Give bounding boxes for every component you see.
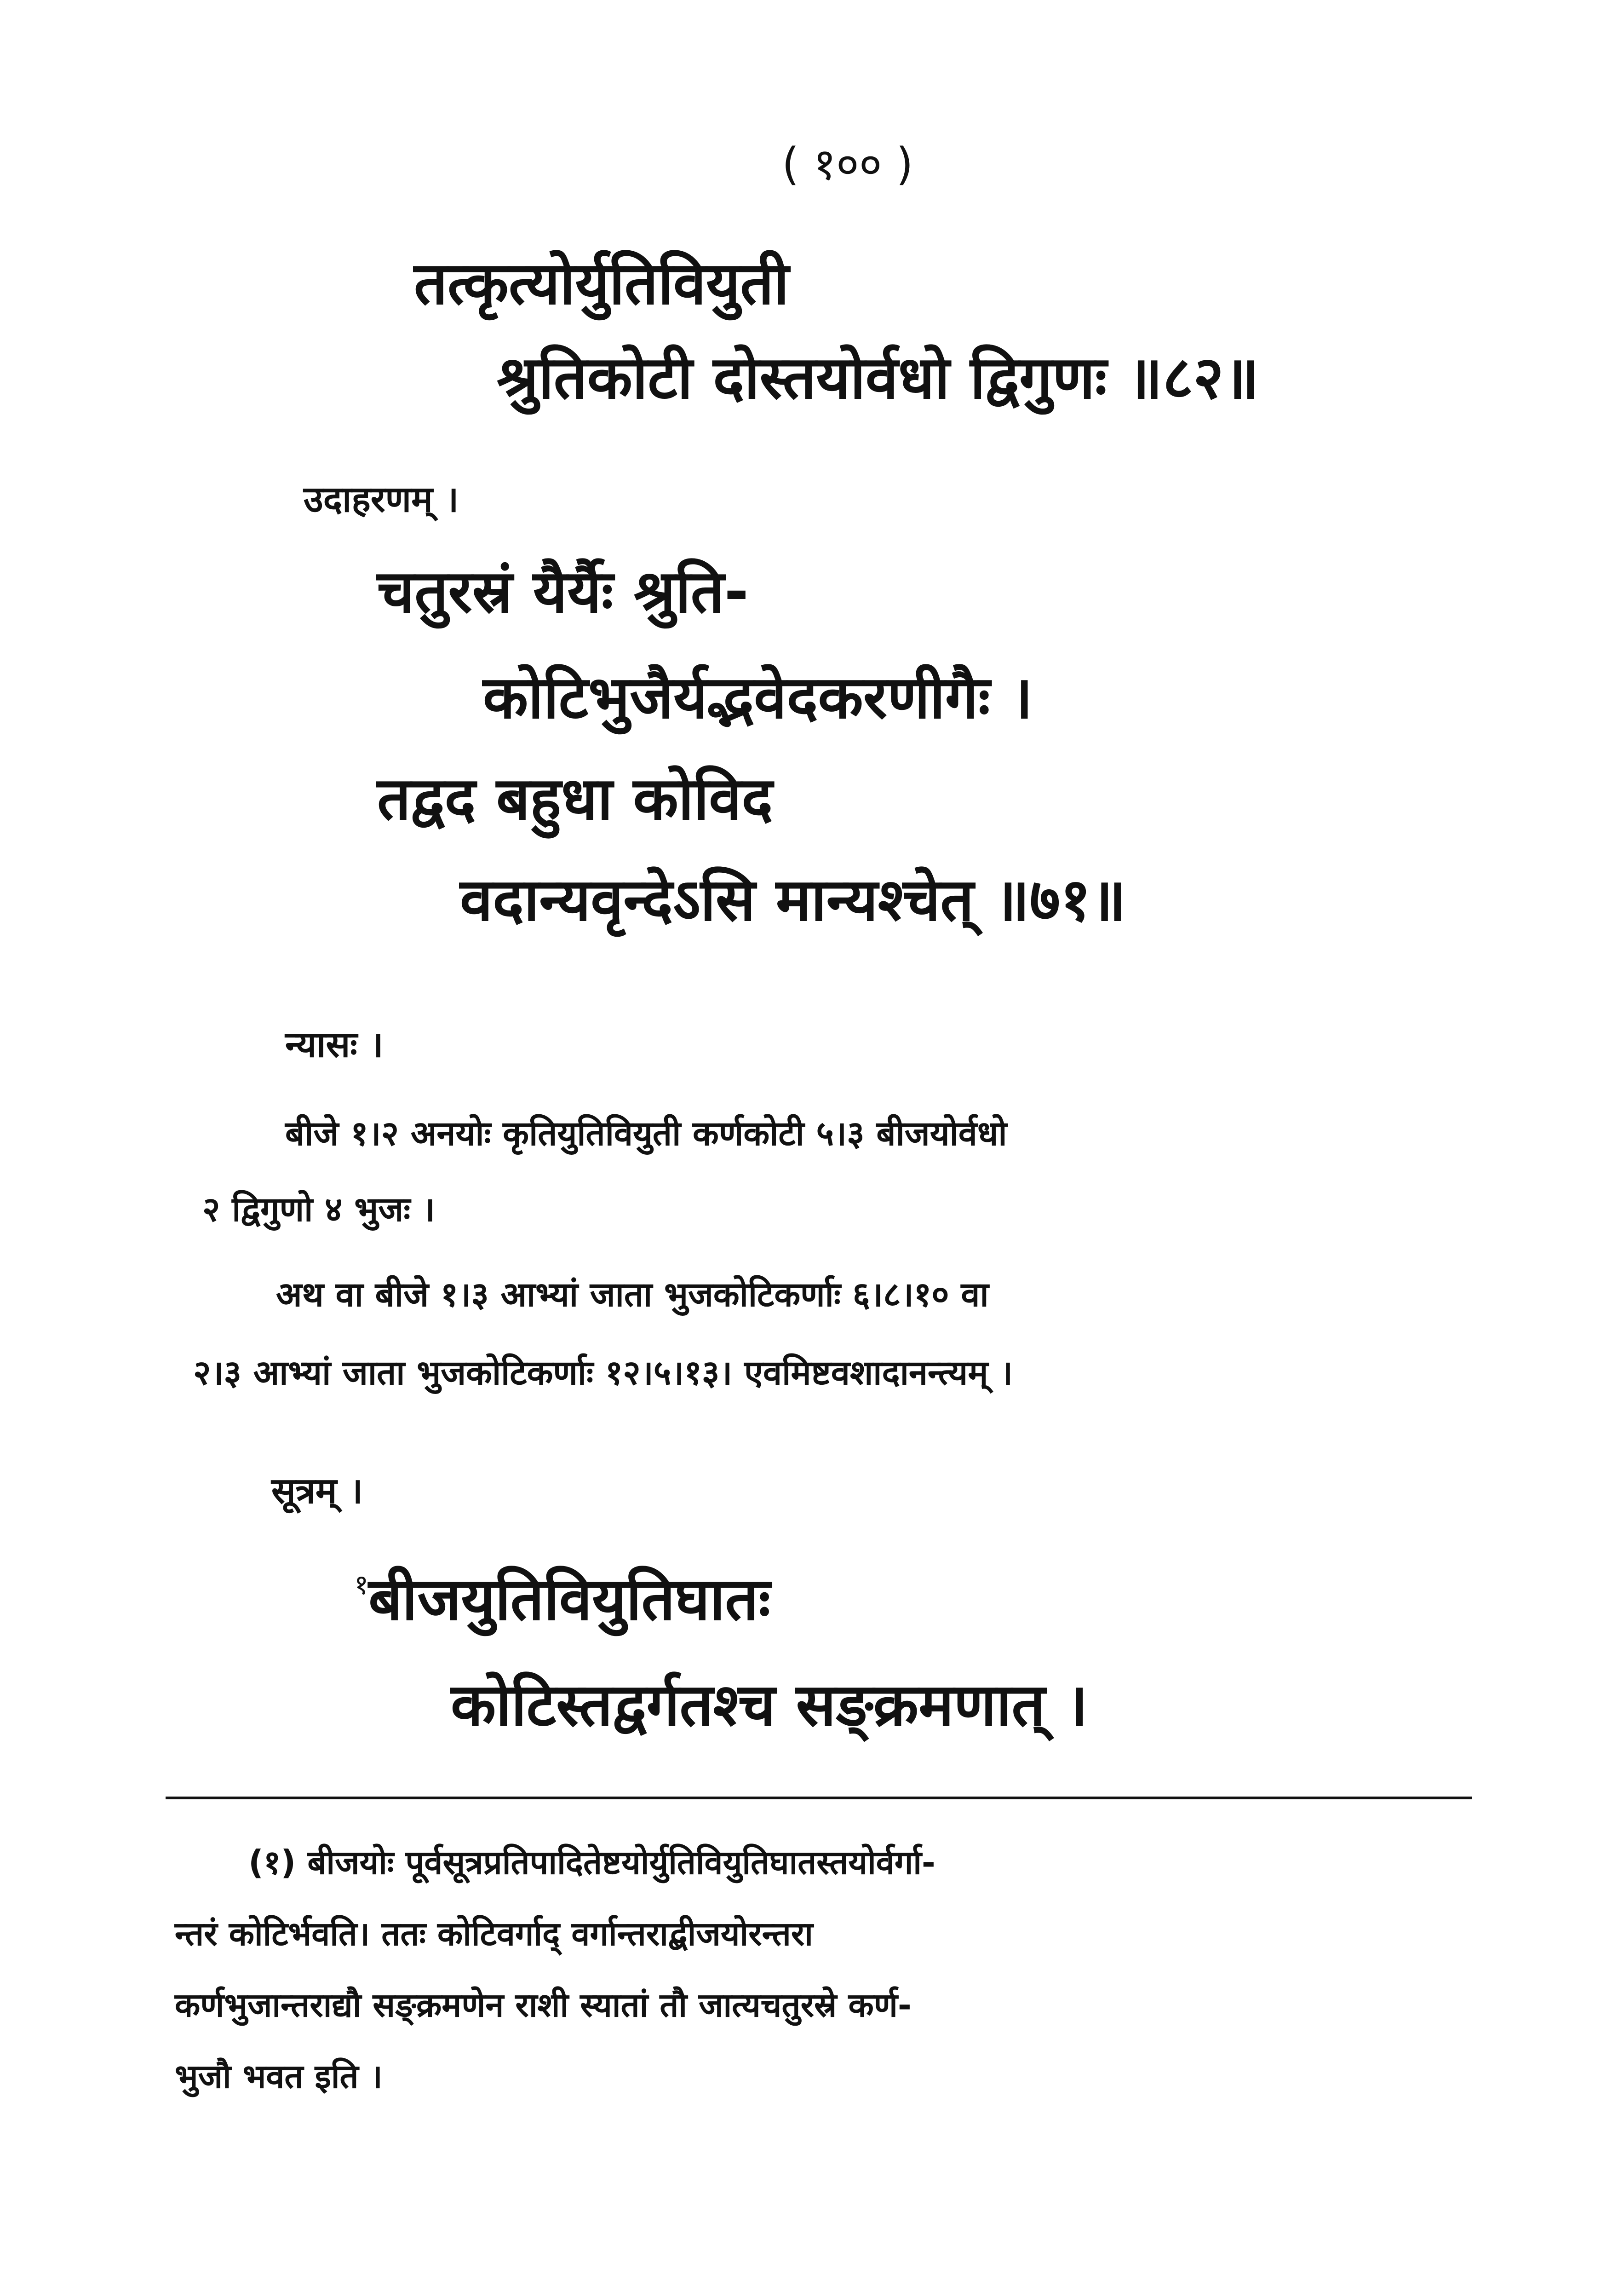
verse3-line1 bbox=[354, 1564, 770, 1635]
verse2-line3: तद्वद बहुधा कोविद bbox=[377, 765, 773, 833]
verse1-line2: श्रुतिकोटी दोस्तयोर्वधो द्विगुणः ॥८२॥ bbox=[497, 344, 1259, 412]
nyasa-para1-line2: २ द्विगुणो ४ भुजः । bbox=[202, 1190, 435, 1229]
verse2-line4: वदान्यवृन्देऽसि मान्यश्चेत् ॥७१॥ bbox=[460, 866, 1126, 934]
verse2-line2: कोटिभुजैर्यद्भवेदकरणीगैः । bbox=[483, 663, 1033, 732]
footnote-divider bbox=[166, 1797, 1472, 1799]
verse3-line1-text: बीजयुतिवियुतिघातः bbox=[368, 1565, 771, 1634]
verse1-line1: तत्कृत्योर्युतिवियुती bbox=[414, 249, 789, 318]
footnote-line4: भुजौ भवत इति । bbox=[175, 2057, 383, 2096]
footnote-line2: न्तरं कोटिर्भवति। ततः कोटिवर्गाद् वर्गान्तराद्बीजयोरन्तरा bbox=[175, 1914, 813, 1953]
nyasa-heading: न्यासः । bbox=[285, 1024, 384, 1066]
nyasa-para2-line2: २।३ आभ्यां जाता भुजकोटिकर्णाः १२।५।१३। एवमिष्टवशादानन्त्यम् । bbox=[193, 1353, 1013, 1393]
verse3-line2: कोटिस्तद्वर्गतश्च सङ्क्रमणात् । bbox=[451, 1671, 1088, 1740]
nyasa-para1-line1: बीजे १।२ अनयोः कृतियुतिवियुती कर्णकोटी ५।३ बीजयोर्वधो bbox=[285, 1114, 1007, 1153]
nyasa-para2-line1: अथ वा बीजे १।३ आभ्यां जाता भुजकोटिकर्णाः ६।८।१० वा bbox=[276, 1275, 989, 1314]
footnote-marker: १ bbox=[354, 1569, 369, 1601]
footnote-line1: (१) बीजयोः पूर्वसूत्रप्रतिपादितेष्टयोर्युतिवियुतिघातस्तयोर्वर्गा- bbox=[248, 1843, 935, 1882]
example-heading: उदाहरणम् । bbox=[304, 479, 459, 520]
page-number: ( १०० ) bbox=[782, 138, 913, 190]
verse2-line1: चतुरस्रं यैर्यैः श्रुति- bbox=[377, 558, 749, 626]
footnote-line3: कर्णभुजान्तराद्यौ सङ्क्रमणेन राशी स्यातां तौ जात्यचतुरस्रे कर्ण- bbox=[175, 1986, 912, 2024]
sutra-heading: सूत्रम् । bbox=[271, 1470, 363, 1512]
